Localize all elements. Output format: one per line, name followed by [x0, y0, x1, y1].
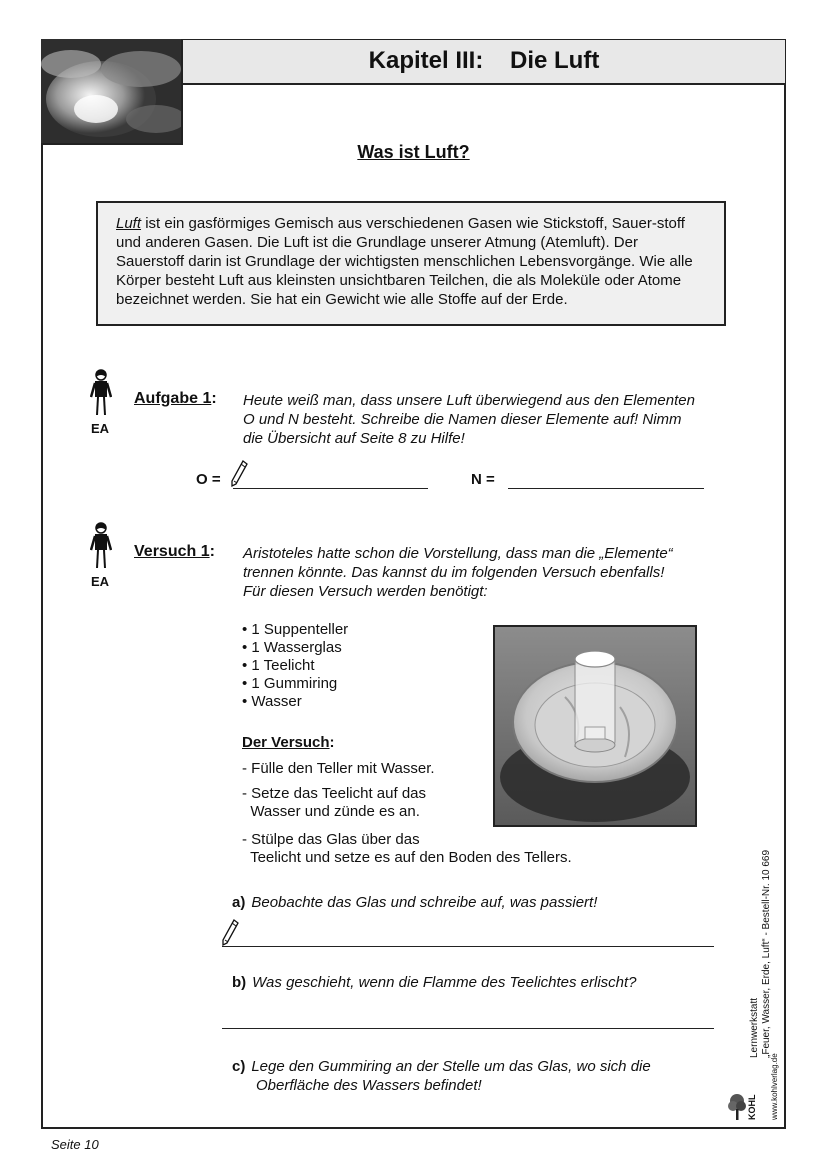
o-answer-line[interactable] [233, 488, 428, 489]
publisher-tree-icon [728, 1092, 746, 1122]
ea-badge: EA [91, 574, 110, 589]
answer-line-b[interactable] [222, 1028, 714, 1029]
question-b: b) Was geschieht, wenn die Flamme des Teelichtes erlischt? [232, 974, 637, 991]
sky-photo [41, 39, 183, 145]
n-answer-line[interactable] [508, 488, 704, 489]
section-title: Was ist Luft? [357, 142, 470, 162]
page-title: Kapitel III: Die Luft [368, 47, 600, 74]
ea-badge: EA [91, 421, 110, 436]
list-item: • 1 Wasserglas [242, 639, 342, 656]
list-item: • Wasser [242, 693, 302, 710]
versuch-1-text: Aristoteles hatte schon die Vorstellung, dass man die „Elemente“ trennen könnte. Das kannst du im folgenden Versuch ebenfalls! Für diesen Versuch werden benötigt: [243, 545, 673, 600]
page-number: Seite 10 [51, 1137, 99, 1152]
versuch-1-label: Versuch 1: [134, 543, 215, 560]
procedure-step: - Fülle den Teller mit Wasser. [242, 760, 435, 777]
info-box [96, 201, 726, 326]
procedure-step: - Setze das Teelicht auf das Wasser und zünde es an. [242, 785, 426, 820]
question-c: c) Lege den Gummiring an der Stelle um das Glas, wo sich die Oberfläche des Wassers befindet! [232, 1058, 651, 1094]
procedure-step: - Stülpe das Glas über das Teelicht und setze es auf den Boden des Tellers. [242, 831, 572, 866]
materials-list [242, 621, 348, 711]
student-figure-icon [90, 369, 112, 417]
info-lead-word: Luft [116, 215, 142, 232]
aufgabe-1-text: Heute weiß man, dass unsere Luft überwiegend aus den Elementen O und N besteht. Schreibe die Namen dieser Elemente auf! Nimm die Übersicht auf Seite 8 zu Hilfe! [243, 392, 695, 447]
answer-line-a[interactable] [222, 946, 714, 947]
o-label: O = [196, 471, 221, 488]
question-a: a) Beobachte das Glas und schreibe auf, was passiert! [232, 894, 598, 911]
info-text: ist ein gasförmiges Gemisch aus verschiedenen Gasen wie Stickstoff, Sauer-stoff und anderen Gasen. Die Luft ist die Grundlage unserer Atmung (Atemluft). Der Sauerstoff darin ist Grundlage der wichtigsten menschlichen Lebensvorgänge. Wie alle Körper besteht Luft aus kleinsten unsichtbaren Teilchen, die als Moleküle oder Atome bezeichnet werden. Sie hat ein Gewicht wie alle Stoffe auf der Erde. [116, 215, 693, 308]
list-item: • 1 Gummiring [242, 675, 338, 692]
n-label: N = [471, 471, 495, 488]
aufgabe-1-label: Aufgabe 1: [134, 390, 217, 407]
pencil-icon [220, 918, 240, 948]
student-figure-icon [90, 522, 112, 570]
list-item: • 1 Suppenteller [242, 621, 349, 638]
list-item: • 1 Teelicht [242, 657, 315, 674]
procedure-heading: Der Versuch: [242, 734, 335, 751]
pencil-icon [229, 459, 249, 489]
sidebar-text: Lernwerkstatt „Feuer, Wasser, Erde, Luft“ - Bestell-Nr. 10 669 [749, 849, 772, 1058]
publisher-logo-text: KOHL [747, 1094, 757, 1120]
experiment-photo [493, 625, 697, 827]
sidebar-url: www.kohlverlag.de [770, 1053, 779, 1120]
